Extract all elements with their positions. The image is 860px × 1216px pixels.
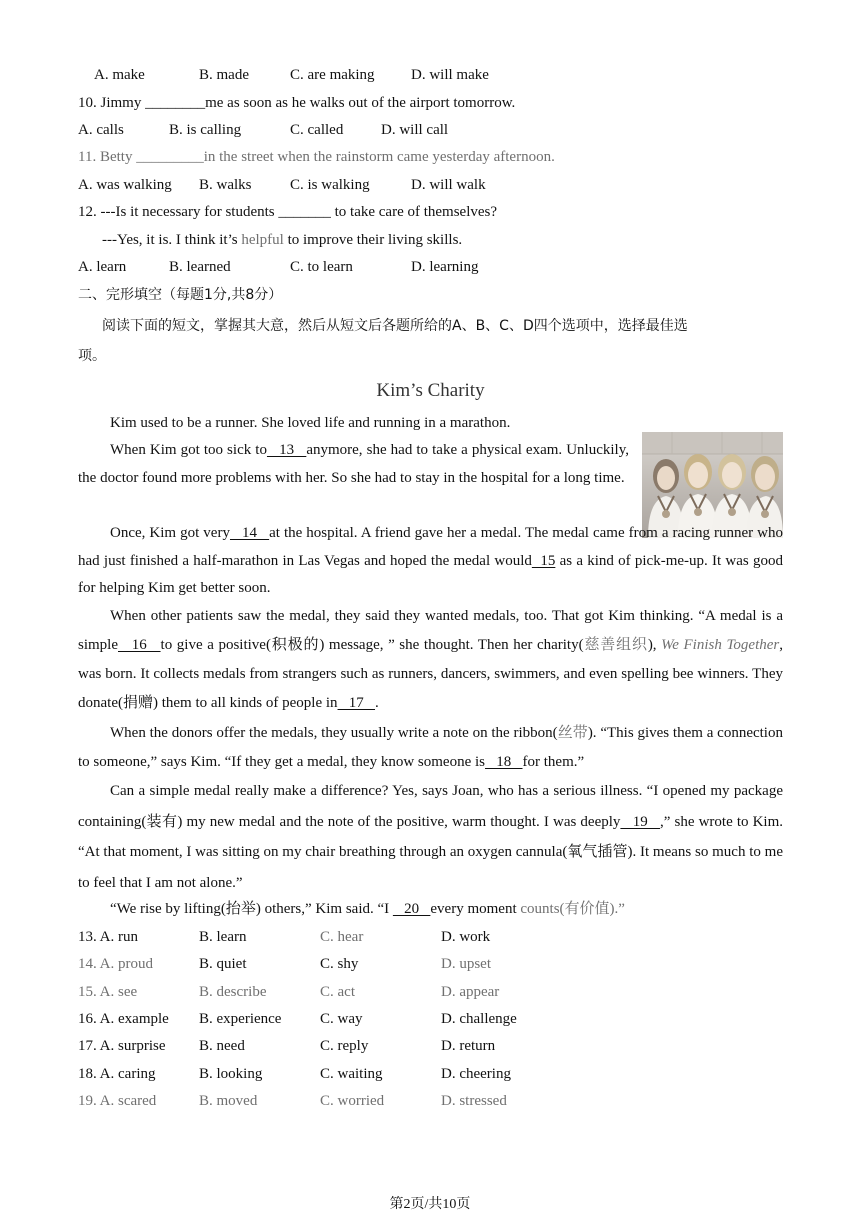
q10-stem: 10. Jimmy ________me as soon as he walks out of the airport tomorrow. xyxy=(78,95,516,111)
blank-19: 19 xyxy=(620,813,660,830)
paragraph-5-text-middle: ). “This gives them a connection to someone,” says Kim. “If they get a medal, they know someone is xyxy=(78,725,783,770)
ribbon-gloss: 丝带 xyxy=(557,725,588,741)
q9-option-b: B. made xyxy=(199,67,249,83)
paragraph-7-text-end: counts(有价值).” xyxy=(520,901,625,917)
paragraph-6-text-end: ,” she wrote to Kim. “At that moment, I was sitting on my chair breathing through an oxygen cannula(氧气插管). It means so much to me to feel that I am not alone.” xyxy=(78,813,784,891)
q12-reply-start: ---Yes, it is. I think it’s xyxy=(102,232,242,248)
q11-stem-start: 11. Betty _________ xyxy=(78,149,204,165)
question-option: 18. A. caring xyxy=(78,1065,156,1082)
question-option: C. act xyxy=(320,983,355,1000)
q12-option-d: D. learning xyxy=(411,259,479,275)
q12-option-b: B. learned xyxy=(169,259,231,275)
paragraph-4-text-continued: , was born. It collects medals from strangers such as runners, dancers, swimmers, and even spelling bee winners. They donate(捐赠) them to all kinds of people in xyxy=(78,637,783,711)
q12-reply-end: to improve their living skills. xyxy=(283,232,463,248)
question-option: 16. A. example xyxy=(78,1010,169,1027)
paragraph-4-punct: ), xyxy=(647,637,662,653)
question-option: D. challenge xyxy=(441,1010,517,1027)
paragraph-2-text-start: When Kim got too sick to xyxy=(110,442,267,458)
blank-20: 20 xyxy=(392,901,431,917)
charity-gloss: 慈善组织 xyxy=(583,637,648,653)
section-instruction-continued: 项。 xyxy=(78,348,106,364)
q12-option-a: A. learn xyxy=(78,259,127,275)
blank-15: 15 xyxy=(531,552,556,569)
q11-option-c: C. is walking xyxy=(290,177,370,193)
q10-option-a: A. calls xyxy=(78,122,124,138)
question-option: D. upset xyxy=(441,956,491,973)
q11-stem-end: in the street when the rainstorm came yesterday afternoon. xyxy=(203,149,555,165)
q11-option-d: D. will walk xyxy=(411,177,486,193)
q12-reply xyxy=(102,230,462,250)
question-option: B. quiet xyxy=(199,956,247,973)
paragraph-2-text-end: anymore, she had to take a physical exam. Unluckily, the doctor found more problems with her. So she had to stay in the hospital for a long time. xyxy=(78,442,629,486)
q11-option-b: B. walks xyxy=(199,177,252,193)
blank-13: 13 xyxy=(266,442,307,458)
passage-paragraph-5 xyxy=(78,719,783,777)
question-option: 13. A. run xyxy=(78,929,138,945)
paragraph-3-text-end: as a kind of pick-me-up. It was good for helping Kim get better soon. xyxy=(78,552,783,596)
q9-option-a: A. make xyxy=(94,67,145,83)
blank-16: 16 xyxy=(118,637,161,653)
paragraph-4-text-middle: to give a positive(积极的) message, ” she thought. Then her charity( xyxy=(160,637,584,653)
question-option: B. looking xyxy=(199,1065,263,1082)
section-heading: 二、完形填空（每题1分,共8分） xyxy=(78,287,283,303)
question-option: B. describe xyxy=(199,983,267,1000)
question-option: 14. A. proud xyxy=(78,956,153,973)
charity-name: We Finish Together xyxy=(661,637,780,653)
q12-option-c: C. to learn xyxy=(290,259,353,275)
paragraph-6-text-start: Can a simple medal really make a difference? Yes, says Joan, who has a serious illness. “I opened my package containing(装有) my new medal and the note of the positive, warm thought. I was deeply xyxy=(78,783,783,830)
question-option: D. return xyxy=(441,1038,496,1055)
q12-reply-highlight: helpful xyxy=(241,232,284,248)
question-option: D. appear xyxy=(441,983,500,1000)
q9-option-c: C. are making xyxy=(290,67,375,83)
question-option: B. experience xyxy=(199,1010,282,1027)
paragraph-5-text-end: for them.” xyxy=(522,754,585,770)
section-instruction: 阅读下面的短文，掌握其大意，然后从短文后各题所给的A、B、C、D四个选项中，选择最佳选 xyxy=(102,318,688,334)
question-option: D. work xyxy=(441,929,491,945)
paragraph-4-end: . xyxy=(375,695,379,711)
passage-paragraph-3 xyxy=(78,520,783,603)
question-option: C. shy xyxy=(320,956,359,973)
question-option: C. way xyxy=(320,1010,363,1027)
q10-option-b: B. is calling xyxy=(169,122,242,138)
question-option: 17. A. surprise xyxy=(78,1038,166,1055)
question-option: D. stressed xyxy=(441,1092,507,1109)
passage-paragraph-1 xyxy=(78,410,783,438)
question-option: C. hear xyxy=(320,929,364,945)
q11-stem xyxy=(78,147,555,167)
paragraph-4-text-start: When other patients saw the medal, they said they wanted medals, too. That got Kim thinking. “A medal is a simple xyxy=(78,608,783,653)
question-option: C. waiting xyxy=(320,1065,383,1082)
q11-option-a: A. was walking xyxy=(78,177,172,193)
passage-paragraph-2 xyxy=(78,437,629,492)
q10-option-c: C. called xyxy=(290,122,344,138)
passage-paragraph-4 xyxy=(78,602,783,718)
question-option: 19. A. scared xyxy=(78,1092,157,1109)
paragraph-5-text-start: When the donors offer the medals, they usually write a note on the ribbon( xyxy=(110,725,558,741)
passage-title: Kim’s Charity xyxy=(376,380,485,401)
passage-paragraph-6 xyxy=(78,776,783,898)
question-option: B. moved xyxy=(199,1092,258,1109)
question-option: C. reply xyxy=(320,1038,369,1055)
paragraph-7-text-middle: every moment xyxy=(430,901,521,917)
paragraph-3-text-middle: at the hospital. A friend gave her a medal. The medal came from a racing runner who had just finished a half-marathon in Las Vegas and hoped the medal would xyxy=(78,525,784,569)
blank-18: 18 xyxy=(485,754,523,770)
paragraph-3-text-start: Once, Kim got very xyxy=(110,525,230,541)
question-option: 15. A. see xyxy=(78,983,138,1000)
question-option: B. learn xyxy=(199,929,247,945)
page-footer: 第2页/共10页 xyxy=(389,1197,471,1212)
paragraph-7-text-start: “We rise by lifting(抬举) others,” Kim said. “I xyxy=(110,901,393,917)
q10-option-d: D. will call xyxy=(381,122,449,138)
paragraph-1-text: Kim used to be a runner. She loved life and running in a marathon. xyxy=(110,415,511,431)
passage-paragraph-7 xyxy=(78,896,783,924)
blank-14: 14 xyxy=(229,525,270,541)
question-option: C. worried xyxy=(320,1092,385,1109)
q9-option-d: D. will make xyxy=(411,67,489,83)
question-option: B. need xyxy=(199,1038,245,1055)
q12-stem: 12. ---Is it necessary for students _______ to take care of themselves? xyxy=(78,204,498,220)
blank-17: 17 xyxy=(337,695,376,711)
question-option: D. cheering xyxy=(441,1065,511,1082)
